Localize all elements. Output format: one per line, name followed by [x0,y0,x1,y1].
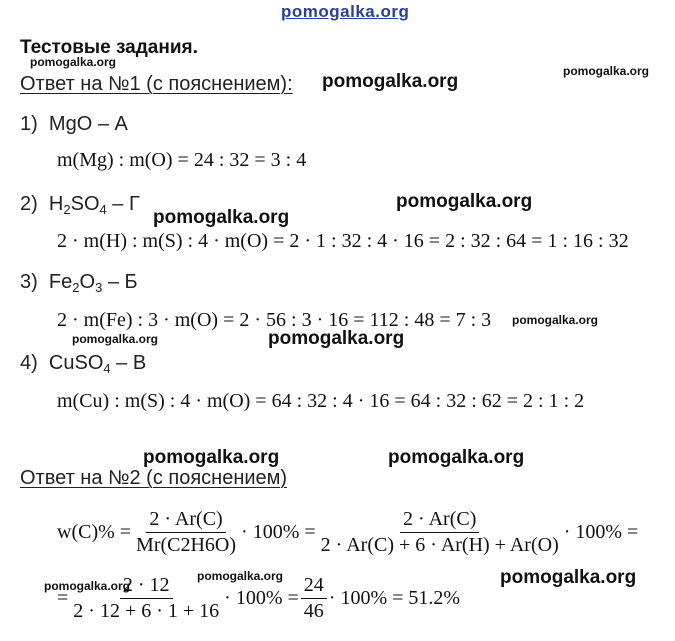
item-number: 1) [20,113,38,135]
mass-ratio-equation: m(Cu) : m(S) : 4 · m(O) = 64 : 32 : 4 · 16 = 64 : 32 : 62 = 2 : 1 : 2 [57,390,585,412]
watermark: pomogalka.org [44,579,131,593]
denominator: 2 · Ar(C) + 6 · Ar(H) + Ar(O) [320,534,559,556]
watermark: pomogalka.org [197,569,284,583]
watermark: pomogalka.org [500,567,637,588]
item-number: 4) [20,352,38,374]
mass-fraction-calculation [57,574,460,623]
item-number: 2) [20,193,38,215]
mass-fraction-formula [57,508,638,557]
denominator: Mr(C2H6O) [136,534,237,556]
fraction [301,574,327,623]
mass-ratio-equation: m(Mg) : m(O) = 24 : 32 = 3 : 4 [57,149,307,171]
site-link[interactable]: pomogalka.org [281,2,410,21]
list-item [20,113,128,136]
watermark: pomogalka.org [72,332,159,346]
list-item [20,193,140,217]
watermark: pomogalka.org [30,55,117,69]
item-answer: – А [92,113,128,135]
item-formula: CuSO$_4$ [48,352,111,376]
watermark: pomogalka.org [388,447,525,468]
watermark: pomogalka.org [512,313,599,327]
fraction [70,574,222,623]
watermark: pomogalka.org [143,447,280,468]
mass-ratio-equation: 2 · m(H) : m(S) : 4 · m(O) = 2 · 1 : 32 : 4 · 16 = 2 : 32 : 64 = 1 : 16 : 32 [57,230,629,252]
watermark: pomogalka.org [563,64,650,78]
item-answer: – Б [102,271,138,293]
watermark: pomogalka.org [396,191,533,212]
item-formula: MgO [48,113,93,135]
denominator: 2 · 12 + 6 · 1 + 16 [73,600,220,622]
numerator: 2 · Ar(C) [146,508,225,533]
item-number: 3) [20,271,38,293]
numerator: 24 [301,574,327,599]
section-title: Тестовые задания. [20,37,198,58]
mass-ratio-equation: 2 · m(Fe) : 3 · m(O) = 2 · 56 : 3 · 16 = 112 : 48 = 7 : 3 [57,309,492,331]
item-formula: $H_2SO_4$ [48,193,107,217]
list-item [20,271,138,295]
numerator: 2 · 12 [120,574,173,599]
watermark: pomogalka.org [153,207,290,228]
denominator: 46 [303,600,324,622]
numerator: 2 · Ar(C) [400,508,479,533]
multiplier-text: · 100% = [563,521,639,543]
answer1-title: Ответ на №1 (с пояснением): [20,73,293,95]
item-formula: $Fe_2O_3$ [48,271,103,295]
result-text: · 100% = 51.2% [328,587,461,609]
item-answer: – Г [106,193,140,215]
list-item [20,352,146,376]
fraction [133,508,239,557]
watermark: pomogalka.org [268,328,405,349]
watermark: pomogalka.org [322,71,459,92]
answer2-title: Ответ на №2 (с пояснением) [20,467,288,489]
fraction [318,508,562,557]
multiplier-text: · 100% = [241,521,316,543]
lhs-text: w(C)% = [57,521,132,543]
multiplier-text: · 100% = [224,587,299,609]
equals-sign: = [57,587,69,609]
item-answer: – В [110,352,147,374]
